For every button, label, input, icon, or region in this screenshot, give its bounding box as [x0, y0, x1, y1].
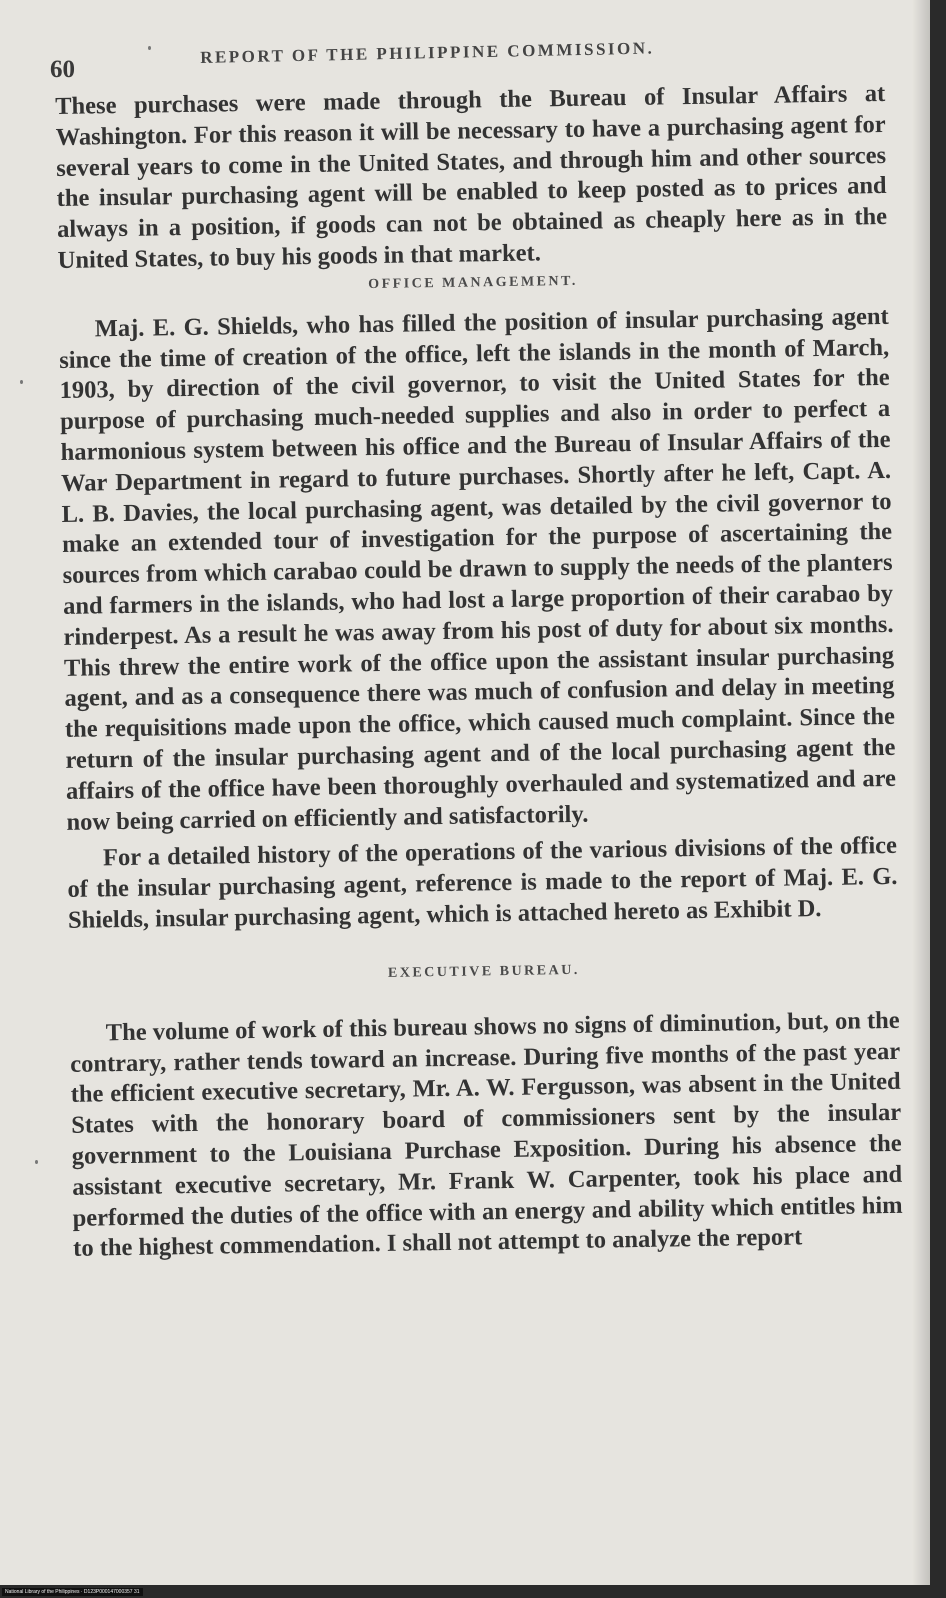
- page-header: [50, 38, 880, 83]
- page-body: [55, 79, 903, 1265]
- scan-speck: [35, 1160, 38, 1164]
- section-heading-executive-bureau: EXECUTIVE BUREAU.: [387, 962, 580, 981]
- scan-speck: [20, 380, 23, 384]
- paragraph-executive-bureau: The volume of work of this bureau shows no signs of diminution, but, on the contrary, rather tends toward an increase. During five months of the past year the efficient executive secretary, Mr. A. W. Fergusson, was absent in the United States with the honorary board of commissioners sent by the insular government to the Louisiana Purchase Exposition. During his absence the assistant executive secretary, Mr. Frank W. Carpenter, took his place and performed the duties of the office with an energy and ability which entitles him to the highest commendation. I shall not attempt to analyze the report: [70, 1006, 903, 1263]
- section-heading-office-management: OFFICE MANAGEMENT.: [368, 273, 578, 292]
- scan-speck: [148, 46, 151, 50]
- running-head: REPORT OF THE PHILIPPINE COMMISSION.: [200, 38, 655, 67]
- paragraph-detailed-history: For a detailed history of the operations of the various divisions of the office of the insular purchasing agent, reference is made to the report of Maj. E. G. Shields, insular purchasing agent, which is attached hereto as Exhibit D.: [67, 832, 898, 934]
- page-number: 60: [50, 56, 75, 83]
- source-footer: National Library of the Philippines · D123P000147000357 31: [2, 1588, 143, 1596]
- paragraph-office-management: Maj. E. G. Shields, who has filled the position of insular purchasing agent since the time of creation of the office, left the islands in the month of March, 1903, by direction of the civil governor, to visit the United States for the purpose of purchasing much-needed supplies and also in order to perfect a harmonious system between his office and the Bureau of Insular Affairs of the War Department in regard to future purchases. Shortly after he left, Capt. A. L. B. Davies, the local purchasing agent, was detailed by the civil governor to make an extended tour of investigation for the purpose of ascertaining the sources from which carabao could be drawn to supply the needs of the planters and farmers in the islands, who had lost a large proportion of their carabao by rinderpest. As a result he was away from his post of duty for about six months. This threw the entire work of the office upon the assistant insular purchasing agent, and as a consequence there was much of confusion and delay in meeting the requisitions made upon the office, which caused much complaint. Since the return of the insular purchasing agent and of the local purchasing agent the affairs of the office have been thoroughly overhauled and systematized and are now being carried on efficiently and satisfactorily.: [58, 302, 897, 836]
- paragraph-purchases: These purchases were made through the Bureau of Insular Affairs at Washington. For this reason it will be necessary to have a purchasing agent for several years to come in the United States, and through him and other sources the insular purchasing agent will be enabled to keep posted as to prices and always in a position, if goods can not be obtained as cheaply here as in the United States, to buy his goods in that market.: [55, 79, 888, 274]
